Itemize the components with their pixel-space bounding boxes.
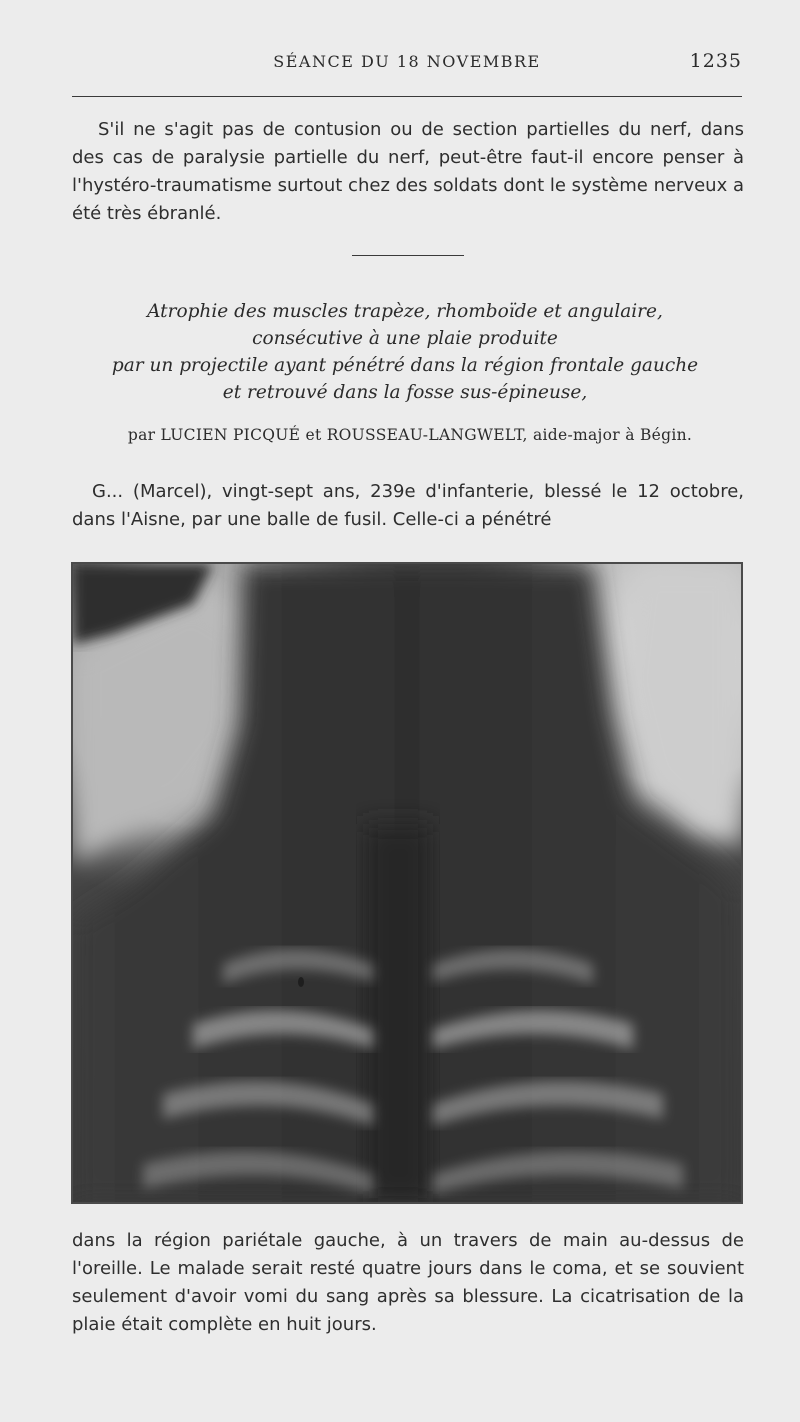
- section-divider: [352, 255, 464, 256]
- article-title-line: et retrouvé dans la fosse sus-épineuse,: [222, 382, 588, 403]
- radiograph-image: [73, 564, 741, 1202]
- article-title-line: par un projectile ayant pénétré dans la région frontale gauche: [111, 355, 699, 376]
- intro-paragraph: S'il ne s'agit pas de contusion ou de section partielles du nerf, dans des cas de paralysie partielle du nerf, peut-être faut-il encore penser à l'hystéro-traumatisme surtout chez des soldats dont le système nerveux a été très ébranlé.: [72, 119, 744, 224]
- article-title: [60, 298, 750, 406]
- byline: par LUCIEN PICQUÉ et ROUSSEAU-LANGWELT, aide-major à Bégin.: [127, 426, 693, 444]
- running-head: [72, 50, 742, 74]
- running-title: SÉANCE DU 18 NOVEMBRE: [273, 52, 541, 71]
- article-title-line: Atrophie des muscles trapèze, rhomboïde et angulaire,: [147, 301, 663, 322]
- page-number: 1235: [689, 50, 742, 72]
- header-rule: [72, 96, 742, 97]
- case-paragraph-continued: dans la région pariétale gauche, à un travers de main au-dessus de l'oreille. Le malade serait resté quatre jours dans le coma, et se souvient seulement d'avoir vomi du sang après sa blessure. La cicatrisation de la plaie était complète en huit jours.: [72, 1230, 744, 1335]
- case-paragraph: G... (Marcel), vingt-sept ans, 239e d'infanterie, blessé le 12 octobre, dans l'Aisne, par une balle de fusil. Celle-ci a pénétré: [72, 481, 744, 530]
- radiograph-figure: [71, 562, 743, 1204]
- article-title-line: consécutive à une plaie produite: [252, 328, 558, 349]
